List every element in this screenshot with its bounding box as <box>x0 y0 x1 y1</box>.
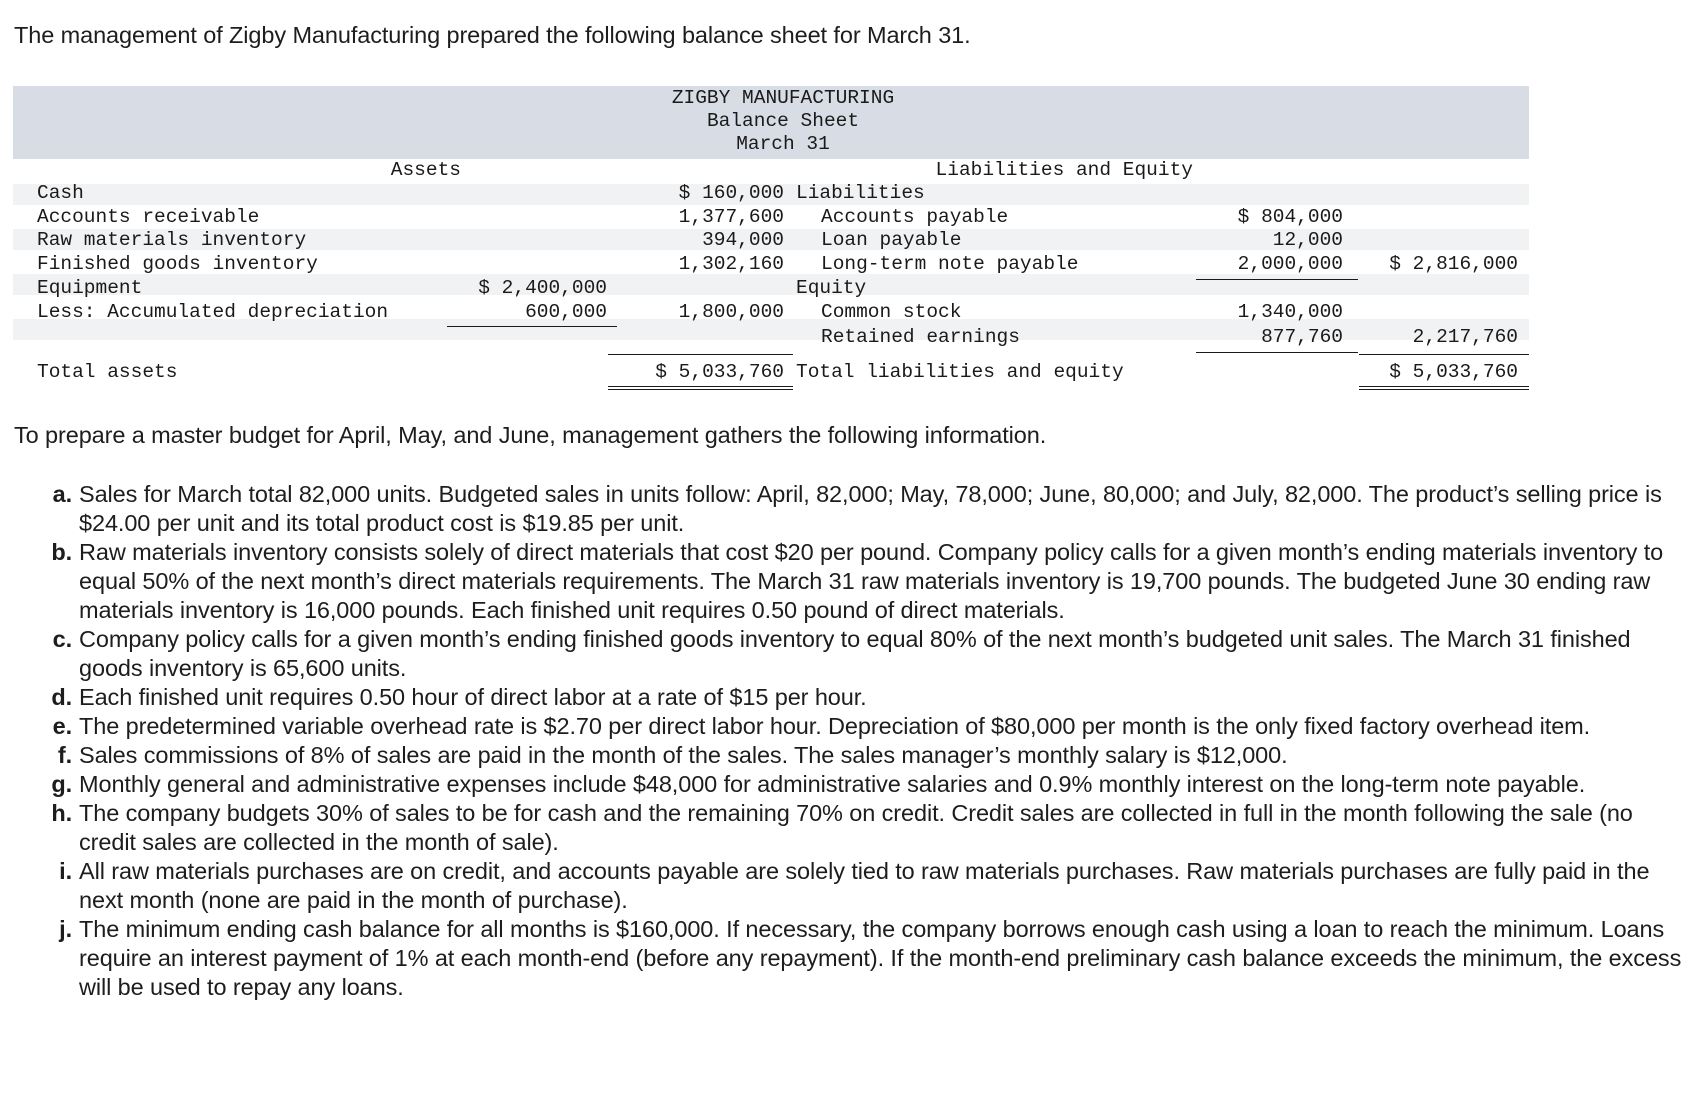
long-term-note-label: Long-term note payable <box>821 253 1079 275</box>
equipment-label: Equipment <box>37 277 143 299</box>
cash-amount: $ 160,000 <box>678 182 784 204</box>
accounts-payable-amount: $ 804,000 <box>1237 206 1343 228</box>
liabilities-heading: Liabilities <box>796 182 925 204</box>
total-liabilities-amount: $ 2,816,000 <box>1389 253 1518 275</box>
statement-date: March 31 <box>736 133 830 155</box>
equipment-net: 1,800,000 <box>678 301 784 323</box>
loan-payable-amount: 12,000 <box>1272 229 1343 251</box>
requirement-item <box>0 799 1682 857</box>
requirement-text: All raw materials purchases are on credit, and accounts payable are solely tied to raw materials purchases. Raw materials purchases are fully paid in the next month (none are paid in the month of purchase). <box>79 858 1650 913</box>
ar-label: Accounts receivable <box>37 206 260 228</box>
requirement-item <box>0 538 1682 625</box>
requirement-letter: g. <box>51 771 72 797</box>
requirement-letter: j. <box>59 916 72 942</box>
requirement-item <box>0 915 1682 1002</box>
total-assets-label: Total assets <box>37 361 178 383</box>
requirement-letter: d. <box>51 684 72 710</box>
raw-materials-label: Raw materials inventory <box>37 229 307 251</box>
requirement-letter: f. <box>57 742 72 768</box>
requirement-item <box>0 683 1682 712</box>
accum-depreciation-amount: 600,000 <box>525 301 607 323</box>
total-le-amount: $ 5,033,760 <box>1389 361 1518 383</box>
requirement-text: Sales for March total 82,000 units. Budgeted sales in units follow: April, 82,000; May, 78,000; June, 80,000; and July, 82,000. The product’s selling price is $24.00 per unit and its total product cost is $19.85 per unit. <box>79 481 1662 536</box>
requirement-item <box>0 741 1682 770</box>
total-equity-amount: 2,217,760 <box>1412 326 1518 348</box>
statement-title: Balance Sheet <box>706 110 860 132</box>
raw-materials-amount: 394,000 <box>702 229 784 251</box>
total-assets-amount: $ 5,033,760 <box>655 361 784 383</box>
budget-intro-text: To prepare a master budget for April, May, and June, management gathers the following information. <box>14 422 1047 448</box>
requirement-item <box>0 857 1682 915</box>
requirement-text: Monthly general and administrative expenses include $48,000 for administrative salaries and 0.9% monthly interest on the long-term note payable. <box>79 771 1586 797</box>
requirement-letter: c. <box>52 626 72 652</box>
requirements-list <box>0 480 1682 1002</box>
total-le-label: Total liabilities and equity <box>796 361 1124 383</box>
requirement-text: Company policy calls for a given month’s ending finished goods inventory to equal 80% of the next month’s budgeted unit sales. The March 31 finished goods inventory is 65,600 units. <box>79 626 1631 681</box>
requirement-letter: h. <box>51 800 72 826</box>
company-name: ZIGBY MANUFACTURING <box>671 87 895 109</box>
requirement-text: The minimum ending cash balance for all months is $160,000. If necessary, the company borrows enough cash using a loan to reach the minimum. Loans require an interest payment of 1% at each month-end (before any repayment). If the month-end preliminary cash balance exceeds the minimum, the excess will be used to repay any loans. <box>79 916 1682 1000</box>
ar-amount: 1,377,600 <box>678 206 784 228</box>
accum-depreciation-label: Less: Accumulated depreciation <box>37 301 389 323</box>
finished-goods-label: Finished goods inventory <box>37 253 318 275</box>
requirement-text: The company budgets 30% of sales to be for cash and the remaining 70% on credit. Credit sales are collected in full in the month following the sale (no credit sales are collected in the month of sale). <box>79 800 1633 855</box>
accounts-payable-label: Accounts payable <box>821 206 1009 228</box>
intro-text: The management of Zigby Manufacturing prepared the following balance sheet for March 31. <box>14 22 971 48</box>
equity-heading: Equity <box>796 277 867 299</box>
equipment-gross: $ 2,400,000 <box>478 277 607 299</box>
requirement-letter: i. <box>59 858 72 884</box>
requirement-item <box>0 480 1682 538</box>
requirement-letter: b. <box>51 539 72 565</box>
requirement-item <box>0 770 1682 799</box>
requirement-letter: a. <box>52 481 72 507</box>
finished-goods-amount: 1,302,160 <box>678 253 784 275</box>
cash-label: Cash <box>37 182 84 204</box>
retained-earnings-label: Retained earnings <box>821 326 1020 348</box>
requirement-item <box>0 625 1682 683</box>
requirement-text: The predetermined variable overhead rate is $2.70 per direct labor hour. Depreciation of $80,000 per month is the only fixed factory overhead item. <box>79 713 1591 739</box>
requirement-letter: e. <box>52 713 72 739</box>
common-stock-amount: 1,340,000 <box>1237 301 1343 323</box>
long-term-note-amount: 2,000,000 <box>1237 253 1343 275</box>
balance-sheet <box>13 86 1529 396</box>
liabilities-equity-heading: Liabilities and Equity <box>935 159 1193 181</box>
requirement-item <box>0 712 1682 741</box>
common-stock-label: Common stock <box>821 301 962 323</box>
retained-earnings-amount: 877,760 <box>1261 326 1343 348</box>
requirement-text: Sales commissions of 8% of sales are paid in the month of the sales. The sales manager’s monthly salary is $12,000. <box>79 742 1288 768</box>
requirement-text: Raw materials inventory consists solely of direct materials that cost $20 per pound. Company policy calls for a given month’s ending materials inventory to equal 50% of the next month’s direct materials requirements. The March 31 raw materials inventory is 19,700 pounds. The budgeted June 30 ending raw materials inventory is 16,000 pounds. Each finished unit requires 0.50 pound of direct materials. <box>79 539 1664 623</box>
loan-payable-label: Loan payable <box>821 229 962 251</box>
assets-heading: Assets <box>390 159 461 181</box>
requirement-text: Each finished unit requires 0.50 hour of direct labor at a rate of $15 per hour. <box>79 684 867 710</box>
